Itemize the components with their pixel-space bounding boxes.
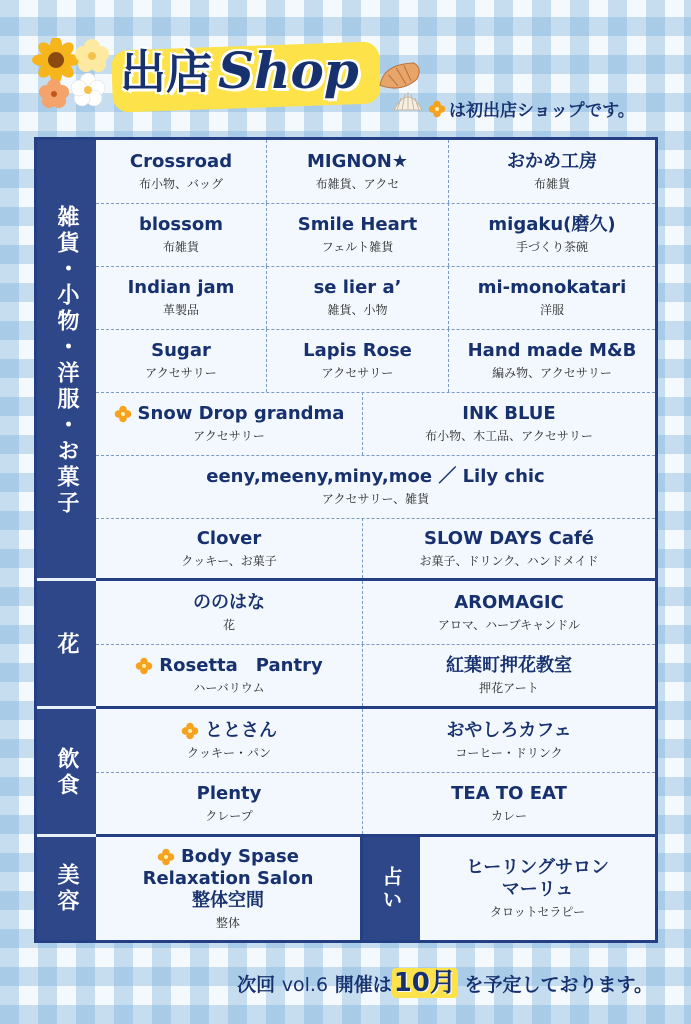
shop-name: blossom <box>139 214 223 235</box>
flowers-icon <box>32 38 118 112</box>
section-uranai <box>363 837 420 940</box>
shop-desc: 布小物、バッグ <box>138 177 223 191</box>
section-divider <box>37 834 96 837</box>
shop-name: Indian jam <box>127 277 235 298</box>
shop-desc: 編み物、アクセサリー <box>492 366 612 380</box>
shop-name: Crossroad <box>129 151 233 172</box>
section-divider <box>37 578 96 581</box>
shop-desc: 押花アート <box>479 680 539 695</box>
footer-post: を予定しております。 <box>464 974 653 996</box>
shop-cell <box>96 266 267 329</box>
shop-name: おかめ工房 <box>507 151 597 172</box>
section-biyou <box>37 837 96 940</box>
shop-name: AROMAGIC <box>454 592 564 613</box>
shop-desc: クッキー、お菓子 <box>181 553 277 568</box>
section-inshoku <box>37 709 96 837</box>
shop-name: MIGNON★ <box>307 151 408 172</box>
shop-cell <box>96 644 363 706</box>
table-row <box>96 772 655 837</box>
shop-name <box>181 720 277 742</box>
shop-cell <box>363 581 655 644</box>
shop-name: おやしろカフェ <box>446 720 572 741</box>
section-zakka-label: 雑貨・小物・洋服・お菓子 <box>54 204 79 517</box>
shop-desc: アクセサリー、雑貨 <box>321 492 430 506</box>
section-hana <box>37 581 96 709</box>
shop-name: ののはな <box>193 592 265 613</box>
shop-name: Lapis Rose <box>303 340 412 361</box>
header <box>0 0 691 130</box>
table-row <box>96 329 655 393</box>
shop-cell <box>96 140 267 203</box>
orange-flower-icon <box>135 657 153 675</box>
section-divider <box>37 706 96 709</box>
section-zakka <box>37 140 96 581</box>
section-biyou-label: 美容 <box>54 862 79 915</box>
shop-name-line2: マーリュ <box>501 879 574 900</box>
shop-name <box>114 403 345 425</box>
shop-name-line3: 整体空間 <box>192 890 264 911</box>
shop-desc: お菓子、ドリンク、ハンドメイド <box>419 553 599 568</box>
shop-cell <box>96 518 363 578</box>
footer-month: 10月 <box>393 968 456 998</box>
shop-cell <box>363 518 655 578</box>
shop-cell <box>449 266 655 329</box>
footer-pre: 次回 <box>237 974 276 996</box>
shop-name-text: Snow Drop grandma <box>137 403 345 424</box>
title-en: Shop <box>218 41 359 100</box>
shop-desc: 革製品 <box>162 303 199 317</box>
shop-name: ヒーリングサロン <box>466 857 609 878</box>
table-row <box>96 644 655 709</box>
shop-cell <box>96 203 267 266</box>
shop-cell <box>363 392 655 455</box>
shop-name: 紅葉町押花教室 <box>446 654 572 676</box>
shop-cell <box>96 709 363 772</box>
shop-desc: コーヒー・ドリンク <box>455 746 563 760</box>
shop-desc: 布雑貨、アクセ <box>315 177 400 191</box>
shop-name: eeny,meeny,miny,moe ／ Lily chic <box>206 466 545 487</box>
table-row <box>96 266 655 330</box>
shop-desc: クッキー・パン <box>186 746 271 760</box>
shop-cell <box>363 709 655 772</box>
table-row <box>96 203 655 267</box>
shop-cell <box>96 581 363 644</box>
shop-cell <box>96 772 363 834</box>
shop-cell <box>267 203 449 266</box>
shop-name: Hand made M&B <box>467 340 637 361</box>
shop-cell <box>363 644 655 706</box>
section-uranai-label: 占い <box>379 865 403 912</box>
shop-table <box>34 137 658 943</box>
shop-cell <box>449 329 655 392</box>
shop-desc: アクセサリー <box>145 366 217 380</box>
shop-desc: 雑貨、小物 <box>327 303 388 317</box>
shop-cell <box>267 266 449 329</box>
table-row <box>96 518 655 581</box>
shop-desc: 布小物、木工品、アクセサリー <box>425 429 593 443</box>
shop-desc: 整体 <box>215 916 240 930</box>
shop-desc: 布雑貨 <box>533 177 570 191</box>
shop-desc: ハーバリウム <box>193 680 265 695</box>
shop-desc: フェルト雑貨 <box>321 240 394 254</box>
section-hana-label: 花 <box>54 632 79 658</box>
table-row <box>96 140 655 204</box>
table-row <box>96 455 655 519</box>
shop-cell <box>96 455 655 518</box>
legend-note-text: は初出店ショップです。 <box>449 101 635 121</box>
shop-name: INK BLUE <box>462 403 556 424</box>
orange-flower-icon <box>428 100 446 118</box>
orange-flower-icon <box>181 722 199 740</box>
shop-name-text: Body Spase <box>181 846 299 867</box>
shop-name: mi-monokatari <box>477 277 627 298</box>
shop-cell <box>96 837 363 940</box>
shop-name-text: ととさん <box>205 720 277 741</box>
page-title <box>120 36 359 106</box>
shop-cell <box>449 140 655 203</box>
shop-name: Sugar <box>151 340 211 361</box>
table-row <box>96 837 655 940</box>
shop-desc: 洋服 <box>539 303 564 317</box>
shop-desc: タロットセラピー <box>490 905 585 919</box>
shop-desc: 布雑貨 <box>162 240 199 254</box>
shop-name-line2: Relaxation Salon <box>142 868 314 889</box>
shop-cell <box>449 203 655 266</box>
legend-note <box>428 96 635 121</box>
shop-desc: カレー <box>490 808 527 823</box>
footer-vol: vol.6 <box>281 974 329 996</box>
shop-name <box>157 846 299 868</box>
shop-cell <box>96 392 363 455</box>
shop-desc: アロマ、ハーブキャンドル <box>437 618 581 632</box>
shop-cell <box>96 329 267 392</box>
shop-name: Clover <box>196 527 262 549</box>
shop-name: SLOW DAYS Café <box>423 527 595 549</box>
shop-cell <box>267 329 449 392</box>
footer-notice <box>0 962 691 999</box>
shop-cell <box>420 837 655 940</box>
shop-name: TEA TO EAT <box>451 782 567 804</box>
table-row <box>96 581 655 645</box>
shop-cell <box>363 772 655 834</box>
table-row <box>96 709 655 773</box>
shop-name <box>135 655 322 677</box>
shop-name: Smile Heart <box>297 214 418 235</box>
section-inshoku-label: 飲食 <box>54 747 79 799</box>
shop-desc: 花 <box>222 618 235 632</box>
shop-name: migaku(磨久) <box>488 214 616 235</box>
shop-desc: 手づくり茶碗 <box>515 240 588 254</box>
shop-name-text: Rosetta Pantry <box>159 654 323 676</box>
shop-cell <box>267 140 449 203</box>
orange-flower-icon <box>157 848 175 866</box>
shop-name: Plenty <box>196 782 262 804</box>
shop-desc: アクセサリー <box>321 366 394 380</box>
shop-desc: アクセサリー <box>193 429 265 443</box>
orange-flower-icon <box>114 405 132 423</box>
footer-mid: 開催は <box>334 974 392 996</box>
table-row <box>96 392 655 456</box>
title-jp: 出店 <box>120 45 212 99</box>
shop-name: se lier a’ <box>313 277 402 298</box>
shop-desc: クレープ <box>205 808 253 823</box>
shells-icon <box>372 52 434 120</box>
